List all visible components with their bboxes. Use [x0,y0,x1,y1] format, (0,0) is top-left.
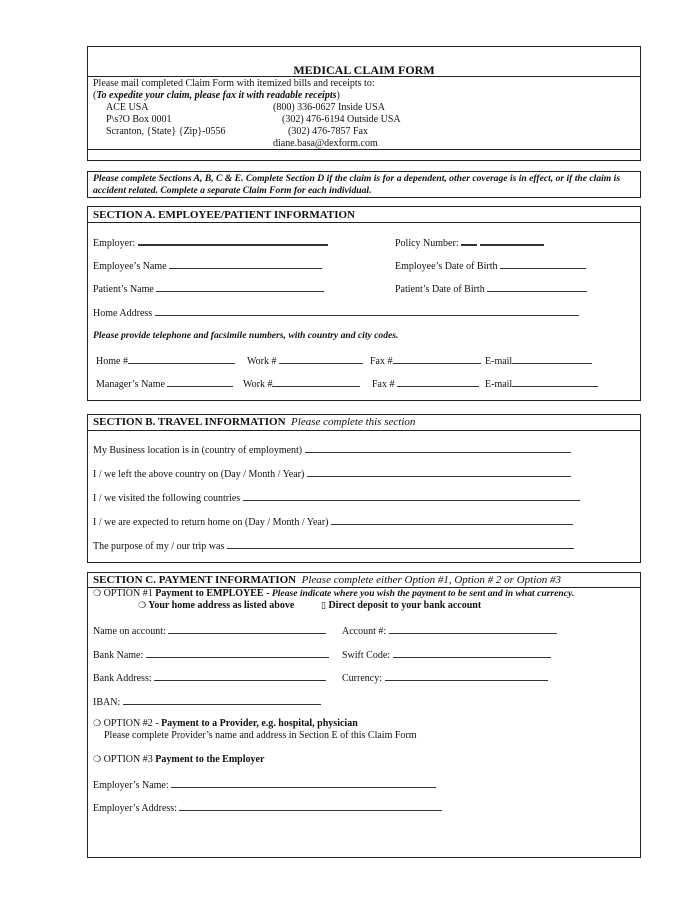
name-on-account-field[interactable]: Name on account: [93,624,326,637]
employer-field[interactable]: Employer: [93,235,328,249]
manager-fax-line[interactable] [397,377,479,387]
contact-email: diane.basa@dexform.com [273,138,378,149]
iban-line[interactable] [123,695,321,705]
home-phone-line[interactable] [128,354,235,364]
swift-code-field[interactable]: Swift Code: [342,648,551,661]
section-b-title: SECTION B. TRAVEL INFORMATION Please complete this section [93,416,416,428]
direct-deposit-option[interactable]: ▯ Direct deposit to your bank account [321,600,482,611]
section-a-divider [88,222,640,223]
option-2[interactable]: ❍ OPTION #2 - Payment to a Provider, e.g. hospital, physician [93,718,358,729]
bank-name-field[interactable]: Bank Name: [93,648,329,661]
email-field[interactable]: E-mail [485,354,592,367]
trip-purpose-field[interactable]: The purpose of my / our trip was [93,539,574,552]
swift-code-line[interactable] [393,648,551,658]
address-line-1: ACE USA [106,102,149,113]
patient-name-field[interactable]: Patient’s Name [93,282,324,295]
name-on-account-line[interactable] [168,624,326,634]
option-2-note: Please complete Provider’s name and address in Section E of this Claim Form [104,730,417,741]
employer-line[interactable] [138,235,328,246]
iban-field[interactable]: IBAN: [93,695,321,708]
manager-email-line[interactable] [512,377,598,387]
home-address-radio[interactable]: ❍ [138,601,147,611]
patient-dob-line[interactable] [487,282,587,292]
employer-name-field[interactable]: Employer’s Name: [93,778,436,791]
option-1[interactable]: ❍ OPTION #1 Payment to EMPLOYEE - Please indicate where you wish the payment to be sent and in what currency. [93,588,575,599]
return-date-line[interactable] [331,515,573,525]
address-line-2: P\s?O Box 0001 [106,114,172,125]
bank-name-line[interactable] [146,648,329,658]
employee-dob-line[interactable] [500,259,586,269]
phone-inside: (800) 336-0627 Inside USA [273,102,385,113]
patient-name-line[interactable] [156,282,324,292]
manager-name-line[interactable] [167,377,233,387]
option-3[interactable]: ❍ OPTION #3 Payment to the Employer [93,754,265,765]
currency-line[interactable] [385,671,548,681]
policy-line-b[interactable] [480,235,544,246]
manager-fax-field[interactable]: Fax # [372,377,479,390]
work-phone-field[interactable]: Work # [247,354,363,367]
employer-address-line[interactable] [179,801,442,811]
fax-number: (302) 476-7857 Fax [288,126,368,137]
address-line-3: Scranton, {State} {Zip}-0556 [106,126,226,137]
home-address-option[interactable]: ❍ Your home address as listed above [138,600,295,611]
section-b [87,414,641,563]
bank-address-line[interactable] [154,671,326,681]
section-b-divider [88,430,640,431]
form-title: MEDICAL CLAIM FORM [293,63,435,77]
countries-visited-field[interactable]: I / we visited the following countries [93,491,580,504]
section-c [87,572,641,858]
employee-dob-field[interactable]: Employee’s Date of Birth [395,259,586,272]
departure-date-field[interactable]: I / we left the above country on (Day / Month / Year) [93,467,571,480]
patient-dob-field[interactable]: Patient’s Date of Birth [395,282,587,295]
currency-field[interactable]: Currency: [342,671,548,684]
home-address-field[interactable]: Home Address [93,306,579,319]
phone-outside: (302) 476-6194 Outside USA [282,114,401,125]
phone-note: Please provide telephone and facsimile numbers, with country and city codes. [93,330,399,341]
section-a [87,206,641,401]
mail-intro: Please mail completed Claim Form with itemized bills and receipts to: [93,78,375,89]
return-date-field[interactable]: I / we are expected to return home on (Day / Month / Year) [93,515,573,528]
section-a-title: SECTION A. EMPLOYEE/PATIENT INFORMATION [93,209,355,221]
expedite-note: (To expedite your claim, please fax it with readable receipts) [93,90,340,101]
manager-work-field[interactable]: Work # [243,377,360,390]
countries-visited-line[interactable] [243,491,580,501]
work-phone-line[interactable] [279,354,363,364]
employee-name-line[interactable] [169,259,322,269]
policy-line-a[interactable] [461,235,477,246]
title-divider [88,76,640,77]
business-location-field[interactable]: My Business location is in (country of employment) [93,443,571,456]
option-3-radio[interactable]: ❍ [93,755,102,765]
account-number-field[interactable]: Account #: [342,624,557,637]
policy-number-field[interactable]: Policy Number: [395,235,544,249]
employee-name-field[interactable]: Employee’s Name [93,259,322,272]
account-number-line[interactable] [389,624,557,634]
business-location-line[interactable] [305,443,571,453]
home-phone-field[interactable]: Home # [96,354,235,367]
bank-address-field[interactable]: Bank Address: [93,671,326,684]
fax-line[interactable] [393,354,481,364]
home-address-line[interactable] [155,306,579,316]
manager-work-line[interactable] [272,377,360,387]
instructions-box [87,171,641,198]
header-bottom-divider [88,149,640,150]
employer-name-line[interactable] [171,778,436,788]
fax-field[interactable]: Fax # [370,354,481,367]
manager-name-field[interactable]: Manager’s Name [96,377,233,390]
email-line[interactable] [512,354,592,364]
direct-deposit-checkbox[interactable]: ▯ [321,601,326,611]
departure-date-line[interactable] [307,467,571,477]
manager-email-field[interactable]: E-mail [485,377,598,390]
employer-address-field[interactable]: Employer’s Address: [93,801,442,814]
section-c-title: SECTION C. PAYMENT INFORMATION Please complete either Option #1, Option # 2 or Option #3 [93,574,562,586]
instructions-text: Please complete Sections A, B, C & E. Complete Section D if the claim is for a dependent, other coverage is in effect, or if the claim is accident related. Complete a separate Claim Form for each individual. [93,173,621,196]
trip-purpose-line[interactable] [227,539,574,549]
option-1-radio[interactable]: ❍ [93,589,102,599]
header-box [87,46,641,161]
option-2-radio[interactable]: ❍ [93,719,102,729]
